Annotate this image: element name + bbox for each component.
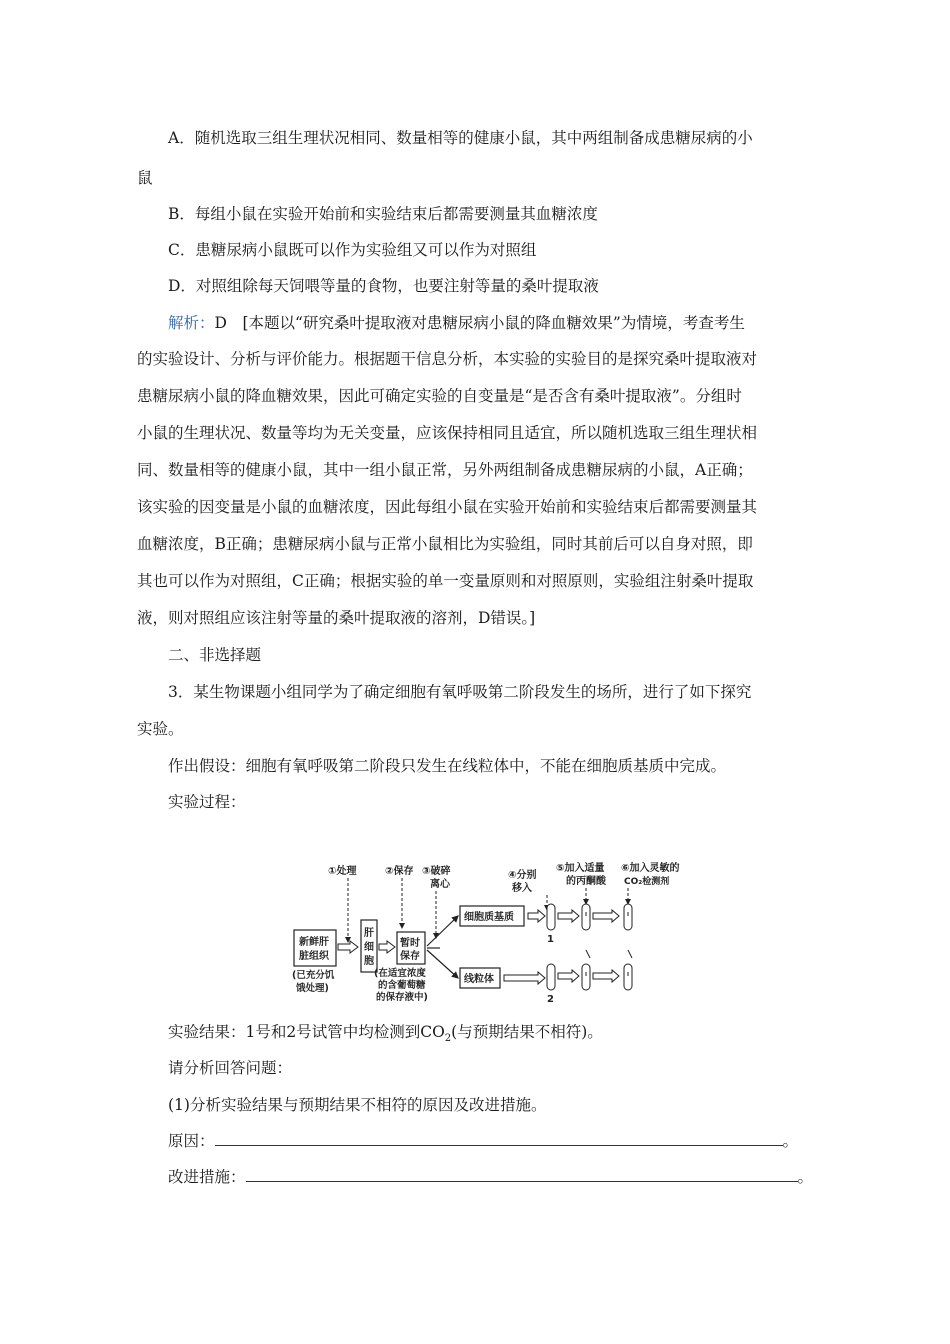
sub-question-1: (1)分析实验结果与预期结果不相符的原因及改进措施。: [168, 1096, 547, 1114]
analysis-line-1: 的实验设计、分析与评价能力。根据题干信息分析，本实验的实验目的是探究桑叶提取液对: [137, 350, 758, 368]
test-tube-2: [547, 964, 555, 990]
mitochondria-label: 线粒体: [464, 974, 494, 985]
storage-note-2: 的含葡萄糖: [378, 980, 426, 991]
reason-row: 原因： 。: [168, 1132, 799, 1150]
option-a-line1: A．随机选取三组生理状况相同、数量相等的健康小鼠，其中两组制备成患糖尿病的小: [168, 129, 753, 147]
step-5-label-a: ⑤加入适量: [556, 863, 605, 874]
hypothesis: 作出假设：细胞有氧呼吸第二阶段只发生在线粒体中，不能在细胞质基质中完成。: [168, 757, 727, 775]
step-1-label: ①处理: [328, 866, 357, 877]
test-tube-2b: [582, 964, 590, 990]
tissue-note-2: 饿处理): [296, 983, 329, 994]
result: 实验结果：1号和2号试管中均检测到$CO_2$(与预期结果不相符)。: [168, 1023, 603, 1045]
measure-row: 改进措施： 。: [168, 1168, 814, 1186]
liver-label-2: 细: [364, 942, 374, 953]
step-3-label-a: ③破碎: [422, 866, 451, 877]
experiment-diagram: [290, 858, 680, 1005]
analysis-line-4: 同、数量相等的健康小鼠，其中一组小鼠正常，另外两组制备成患糖尿病的小鼠，A正确；: [137, 461, 753, 479]
tube-1-label: 1: [547, 934, 554, 945]
analysis-line-3: 小鼠的生理状况、数量等均为无关变量，应该保持相同且适宜，所以随机选取三组生理状相: [137, 424, 758, 442]
tissue-note-1: (已充分饥: [292, 970, 335, 981]
measure-label: 改进措施：: [168, 1168, 246, 1186]
step-5-label-b: 的丙酮酸: [566, 876, 606, 887]
step-6-label-b: CO₂检测剂: [624, 877, 670, 887]
step-2-label: ②保存: [385, 866, 414, 877]
tissue-label-1: 新鲜肝: [299, 937, 329, 948]
step-4-label-a: ④分别: [508, 870, 537, 881]
test-tube-1b: [582, 904, 590, 930]
reason-blank[interactable]: [215, 1131, 783, 1146]
test-tube-2c: [624, 964, 632, 990]
analysis-line-8: 液，则对照组应该注射等量的桑叶提取液的溶剂，D错误。]: [137, 609, 536, 627]
tissue-label-2: 脏组织: [299, 951, 329, 962]
ask-prompt: 请分析回答问题：: [168, 1059, 293, 1077]
cytoplasm-label: 细胞质基质: [464, 912, 514, 923]
tube-2-label: 2: [547, 994, 554, 1005]
question-3-line1: 3．某生物课题小组同学为了确定细胞有氧呼吸第二阶段发生的场所，进行了如下探究: [168, 683, 752, 701]
storage-note-1: (在适宜浓度: [374, 968, 426, 979]
analysis-line-7: 其也可以作为对照组，C正确；根据实验的单一变量原则和对照原则，实验组注射桑叶提取: [137, 572, 754, 590]
storage-label-1: 暂时: [400, 938, 420, 949]
process-label: 实验过程：: [168, 793, 246, 811]
liver-label-1: 肝: [364, 928, 374, 939]
option-a-line2: 鼠: [137, 169, 153, 187]
reason-label: 原因：: [168, 1132, 215, 1150]
analysis-line-5: 该实验的因变量是小鼠的血糖浓度，因此每组小鼠在实验开始前和实验结束后都需要测量其: [137, 498, 758, 516]
question-3-line2: 实验。: [137, 720, 184, 738]
test-tube-1c: [624, 904, 632, 930]
step-3-label-b: 离心: [430, 879, 450, 890]
option-b: B．每组小鼠在实验开始前和实验结束后都需要测量其血糖浓度: [168, 205, 598, 223]
section-heading: 二、非选择题: [168, 646, 262, 664]
measure-blank[interactable]: [246, 1167, 798, 1182]
analysis-line-6: 血糖浓度，B正确；患糖尿病小鼠与正常小鼠相比为实验组，同时其前后可以自身对照，即: [137, 535, 753, 553]
step-4-label-b: 移入: [512, 883, 532, 894]
option-c: C．患糖尿病小鼠既可以作为实验组又可以作为对照组: [168, 241, 537, 259]
analysis-line-0: 解析：D [本题以“研究桑叶提取液对患糖尿病小鼠的降血糖效果”为情境，考查考生: [168, 314, 745, 332]
liver-label-3: 胞: [364, 956, 374, 967]
analysis-line-2: 患糖尿病小鼠的降血糖效果，因此可确定实验的自变量是“是否含有桑叶提取液”。分组时: [137, 387, 742, 405]
option-d: D．对照组除每天饲喂等量的食物，也要注射等量的桑叶提取液: [168, 277, 599, 295]
storage-note-3: 的保存液中): [376, 992, 428, 1003]
step-6-label-a: ⑥加入灵敏的: [621, 863, 680, 874]
test-tube-1: [547, 904, 555, 930]
storage-label-2: 保存: [400, 951, 420, 962]
analysis-label: 解析：: [168, 314, 215, 332]
